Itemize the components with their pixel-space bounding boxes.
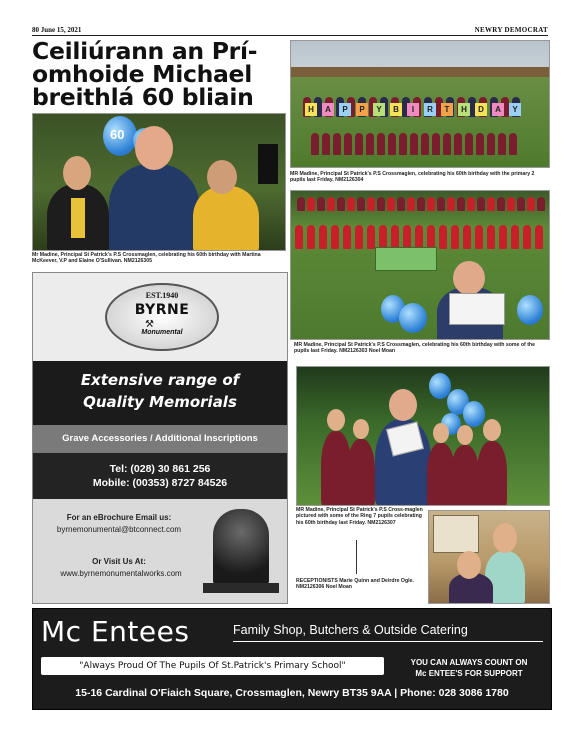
headline-line-2: omhoide Michael bbox=[32, 60, 252, 88]
visit-label: Or Visit Us At: bbox=[92, 557, 146, 566]
support-message bbox=[393, 657, 545, 679]
receptionist-face bbox=[493, 523, 517, 553]
mcentees-name: Mc Entees bbox=[41, 615, 190, 648]
email-link[interactable]: byrnemonumental@btconnect.com bbox=[56, 525, 182, 534]
birthday-cake bbox=[449, 293, 505, 325]
principal-face bbox=[135, 126, 173, 170]
balloon-icon bbox=[463, 401, 485, 427]
woman-left-face bbox=[63, 156, 91, 190]
contact-band bbox=[33, 453, 287, 499]
pupil-face bbox=[457, 425, 473, 445]
principal-figure bbox=[109, 164, 199, 251]
page-date: 80 June 15, 2021 bbox=[32, 26, 82, 34]
caption-photo-2: MR Madine, Principal St Patrick's P.S Crossmaglen, celebrating his 60th birthday with the primary 2 pupils last Friday. NM2126304 bbox=[290, 171, 535, 184]
headstone-base bbox=[203, 583, 279, 593]
letter-card: T bbox=[441, 103, 453, 116]
yellow-top bbox=[71, 198, 85, 238]
letter-card: R bbox=[424, 103, 436, 116]
article-headline bbox=[32, 37, 282, 111]
letter-card: H bbox=[458, 103, 470, 116]
logo-established: EST.1940 bbox=[145, 291, 179, 300]
letter-card: A bbox=[492, 103, 504, 116]
logo-subtitle: Monumental bbox=[141, 329, 183, 336]
pupil bbox=[451, 445, 479, 506]
caption-photo-5: RECEPTIONISTS Marie Quinn and Deirdre Ogle. NM2126306 Noel Moan bbox=[296, 578, 414, 591]
tagline-rule bbox=[233, 641, 543, 642]
receptionist-face bbox=[457, 551, 481, 579]
slogan-line-2: Quality Memorials bbox=[83, 393, 237, 411]
balloon-icon: 60 bbox=[103, 116, 137, 156]
caption-photo-1: Mr Madine, Principal St Patrick's P.S Crossmaglen, celebrating his 60th birthday with Martina McKeever, V.P and Elaine O'Sullivan. NM2126305 bbox=[32, 252, 261, 265]
letter-card: H bbox=[305, 103, 317, 116]
principal-face bbox=[389, 389, 417, 421]
photo-principal-ring-7 bbox=[296, 366, 550, 506]
mobile-number: Mobile: (00353) 8727 84526 bbox=[92, 477, 228, 489]
letter-card: P bbox=[339, 103, 351, 116]
logo-name: BYRNE bbox=[134, 302, 190, 318]
slogan-line-1: Extensive range of bbox=[80, 371, 240, 389]
birthday-letter-cards bbox=[305, 103, 521, 116]
photo-school-pupils-cake bbox=[290, 190, 550, 340]
header-rule bbox=[32, 35, 548, 36]
photo-receptionists bbox=[428, 510, 550, 604]
support-line-1: YOU CAN ALWAYS COUNT ON bbox=[410, 658, 528, 667]
pupils-front-row bbox=[311, 133, 517, 155]
pupil-face bbox=[433, 423, 449, 443]
pupil-face bbox=[353, 419, 369, 439]
telephone-number: Tel: (028) 30 861 256 bbox=[109, 463, 211, 475]
speaker-box bbox=[258, 144, 278, 184]
mcentees-ad bbox=[32, 608, 552, 710]
byrne-logo bbox=[105, 283, 219, 351]
support-line-2: Mc ENTEE'S FOR SUPPORT bbox=[415, 669, 523, 678]
woman-right bbox=[193, 186, 259, 251]
letter-card: D bbox=[475, 103, 487, 116]
pupil-face bbox=[483, 419, 501, 441]
headstone-image bbox=[213, 509, 269, 585]
birthday-banner bbox=[375, 247, 437, 271]
pupil bbox=[477, 441, 507, 506]
ad-lower-panel bbox=[33, 499, 287, 603]
balloon-icon bbox=[517, 295, 543, 325]
fence bbox=[291, 67, 549, 77]
letter-card: Y bbox=[373, 103, 385, 116]
tools-icon: ⚒ bbox=[145, 319, 154, 330]
pupil-face bbox=[327, 409, 345, 431]
letter-card: I bbox=[407, 103, 419, 116]
woman-right-face bbox=[207, 160, 237, 194]
letter-card: B bbox=[390, 103, 402, 116]
headline-line-3: breithlá 60 bliain bbox=[32, 83, 254, 111]
newspaper-name: NEWRY DEMOCRAT bbox=[474, 26, 548, 34]
caption-photo-3: MR Madine, Principal St Patrick's P.S Crossmaglen, celebrating his 60th birthday with some of the pupils last Friday. NM2126303 Noel Moan bbox=[294, 342, 535, 355]
mcentees-quote: "Always Proud Of The Pupils Of St.Patrick's Primary School" bbox=[41, 657, 384, 675]
shelf bbox=[433, 515, 479, 553]
mcentees-address: 15-16 Cardinal O'Fiaich Square, Crossmaglen, Newry BT35 9AA | Phone: 028 3086 1780 bbox=[75, 687, 509, 699]
headline-line-1: Ceiliúrann an Prí- bbox=[32, 37, 258, 65]
pupils-far-rows bbox=[297, 197, 545, 211]
website-link[interactable]: www.byrnemonumentalworks.com bbox=[60, 569, 182, 578]
principal-face bbox=[453, 261, 485, 295]
pupil bbox=[347, 439, 375, 506]
brochure-label: For an eBrochure Email us: bbox=[66, 513, 172, 522]
byrne-monumental-ad bbox=[32, 272, 288, 604]
accessories-band: Grave Accessories / Additional Inscriptions bbox=[33, 425, 287, 453]
caption-divider bbox=[356, 540, 357, 574]
letter-card: P bbox=[356, 103, 368, 116]
caption-photo-4: MR Madine, Principal St Patrick's P.S Cross-maglen pictured with some of the Ring 7 pupils celebrating his 60th birthday last Friday. NM2126307 bbox=[296, 507, 423, 526]
mcentees-tagline: Family Shop, Butchers & Outside Catering bbox=[233, 623, 468, 637]
letter-card: A bbox=[322, 103, 334, 116]
photo-principal-with-staff bbox=[32, 113, 286, 251]
slogan-band bbox=[33, 361, 287, 425]
photo-primary-2-pupils bbox=[290, 40, 550, 168]
pupils-red-row bbox=[295, 225, 543, 249]
balloon-icon bbox=[399, 303, 427, 333]
letter-card: Y bbox=[509, 103, 521, 116]
